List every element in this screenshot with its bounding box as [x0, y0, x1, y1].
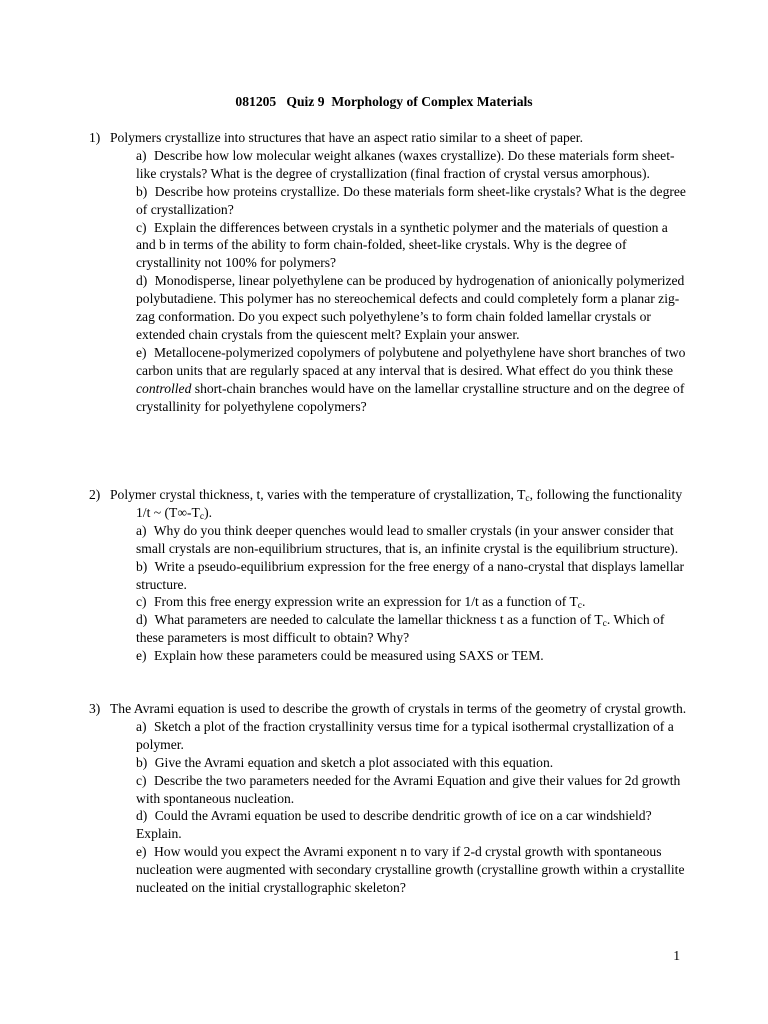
part-text: . Which of these parameters is most difficult to obtain? Why?	[136, 612, 665, 646]
question-part	[89, 344, 689, 416]
part-letter: b)	[136, 754, 148, 770]
question-stem	[89, 129, 689, 147]
part-text: Why do you think deeper quenches would lead to smaller crystals (in your answer consider that small crystals are non-equilibrium structures, that is, an infinite crystal is the equilibrium structure).	[136, 522, 679, 556]
question-number: 3)	[89, 701, 101, 716]
part-text: short-chain branches would have on the lamellar crystalline structure and on the degree of crystallinity for polyethylene copolymers?	[136, 380, 685, 414]
question-text: , following the functionality 1/t ~ (T∞-T	[136, 487, 683, 520]
part-letter: c)	[136, 594, 147, 610]
question-1	[89, 129, 689, 416]
part-letter: b)	[136, 183, 148, 199]
part-letter: e)	[136, 648, 147, 664]
question-text: The Avrami equation is used to describe the growth of crystals in terms of the geometry of crystal growth.	[110, 701, 687, 716]
question-part	[89, 611, 689, 647]
question-part	[89, 522, 689, 558]
question-text: Polymers crystallize into structures that have an aspect ratio similar to a sheet of paper.	[110, 130, 583, 145]
part-text: Write a pseudo-equilibrium expression for the free energy of a nano-crystal that displays lamellar structure.	[136, 558, 685, 592]
subscript: c	[577, 601, 583, 612]
question-part	[89, 772, 689, 808]
part-text: Sketch a plot of the fraction crystallinity versus time for a typical isothermal crystallization of a polymer.	[136, 718, 674, 752]
part-letter: d)	[136, 612, 148, 628]
part-text: Describe how low molecular weight alkanes (waxes crystallize). Do these materials form sheet-like crystals? What is the degree of crystallization (final fraction of crystal versus amorphous).	[136, 147, 675, 181]
part-letter: d)	[136, 273, 148, 289]
part-letter: a)	[136, 147, 147, 163]
part-text: Explain the differences between crystals in a synthetic polymer and the materials of question a and b in terms of the ability to form chain-folded, sheet-like crystals. Why is the degree of crystallinity not 100% for polymers?	[136, 219, 668, 271]
subscript: c	[199, 511, 205, 522]
question-part	[89, 754, 689, 772]
question-3	[89, 700, 689, 897]
question-part	[89, 558, 689, 594]
question-text: Polymer crystal thickness, t, varies with the temperature of crystallization, T	[110, 487, 526, 502]
subscript: c	[602, 619, 607, 630]
part-letter: c)	[136, 219, 147, 235]
question-part	[89, 647, 689, 665]
question-part	[89, 183, 689, 219]
part-text: Metallocene-polymerized copolymers of polybutene and polyethylene have short branches of two carbon units that are regularly spaced at any interval that is desired. What effect do you think these	[136, 344, 686, 378]
part-letter: e)	[136, 844, 147, 860]
part-letter: c)	[136, 772, 147, 788]
part-text-italic: controlled	[136, 380, 192, 396]
part-text: Give the Avrami equation and sketch a plot associated with this equation.	[154, 754, 554, 770]
question-stem	[89, 700, 689, 718]
subscript: c	[525, 494, 530, 504]
part-text: Monodisperse, linear polyethylene can be produced by hydrogenation of anionically polymerized polybutadiene. This polymer has no stereochemical defects and could completely form a planar zig-zag conformation. Do you expect such polyethylene’s to form chain folded lamellar crystals or extended chain crystals from the quiescent melt? Explain your answer.	[136, 273, 685, 342]
part-letter: a)	[136, 522, 147, 538]
part-text: From this free energy expression write an expression for 1/t as a function of T	[153, 594, 578, 610]
part-text: Describe how proteins crystallize. Do these materials form sheet-like crystals? What is the degree of crystallization?	[136, 183, 686, 217]
question-stem	[89, 486, 689, 522]
question-part	[89, 147, 689, 183]
part-letter: e)	[136, 344, 147, 360]
part-text: .	[582, 594, 586, 610]
page-number: 1	[673, 948, 680, 963]
part-letter: a)	[136, 718, 147, 734]
part-letter: d)	[136, 808, 148, 824]
page-title: 081205 Quiz 9 Morphology of Complex Materials	[235, 94, 533, 109]
question-part	[89, 718, 689, 754]
part-text: How would you expect the Avrami exponent n to vary if 2-d crystal growth with spontaneous nucleation were augmented with secondary crystalline growth (crystalline growth within a crystallite nucleated on the initial crystallographic skeleton?	[136, 844, 685, 896]
part-letter: b)	[136, 558, 148, 574]
question-part	[89, 272, 689, 344]
part-text: Explain how these parameters could be measured using SAXS or TEM.	[153, 648, 544, 664]
question-part	[89, 807, 689, 843]
question-2	[89, 486, 689, 665]
part-text: What parameters are needed to calculate the lamellar thickness t as a function of T	[154, 612, 603, 628]
question-number: 1)	[89, 130, 101, 145]
question-number: 2)	[89, 487, 101, 502]
question-part	[89, 219, 689, 273]
part-text: Describe the two parameters needed for the Avrami Equation and give their values for 2d growth with spontaneous nucleation.	[136, 772, 681, 806]
question-part	[89, 843, 689, 897]
question-text: ).	[204, 504, 213, 520]
part-text: Could the Avrami equation be used to describe dendritic growth of ice on a car windshield? Explain.	[136, 808, 652, 842]
question-part	[89, 593, 689, 611]
